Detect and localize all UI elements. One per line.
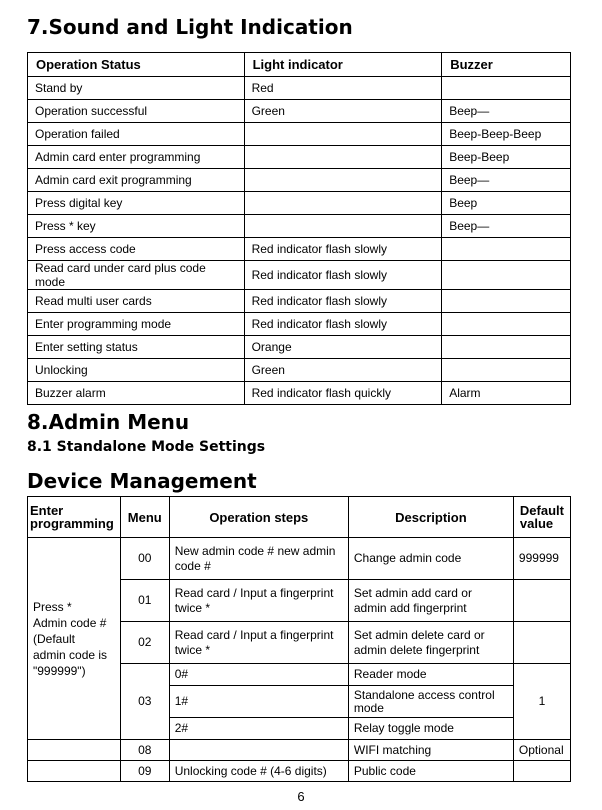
cell-steps: Read card / Input a fingerprint twice * [169, 580, 348, 622]
cell-description: Reader mode [348, 664, 513, 686]
cell-status: Enter programming mode [28, 313, 245, 336]
cell-buzzer: Beep [442, 192, 571, 215]
cell-buzzer: Alarm [442, 382, 571, 405]
cell-default: 999999 [513, 538, 570, 580]
column-header-description: Description [348, 497, 513, 538]
device-management-table [27, 496, 571, 782]
cell-light: Red indicator flash slowly [244, 290, 442, 313]
section-8-1-subtitle: 8.1 Standalone Mode Settings [27, 439, 266, 455]
header-default-line2: value [519, 516, 554, 531]
cell-description: Public code [348, 761, 513, 782]
cell-description: Standalone access control mode [348, 686, 513, 718]
cell-steps: Unlocking code # (4-6 digits) [169, 761, 348, 782]
cell-buzzer [442, 290, 571, 313]
table-row [28, 100, 571, 123]
cell-status: Operation successful [28, 100, 245, 123]
cell-light: Red indicator flash quickly [244, 382, 442, 405]
table-row [28, 192, 571, 215]
cell-enter-empty [28, 740, 121, 761]
column-header-menu: Menu [120, 497, 169, 538]
table-row [28, 290, 571, 313]
cell-status: Stand by [28, 77, 245, 100]
cell-enter-programming: Press * Admin code # (Default admin code is "999999") [28, 538, 121, 740]
device-management-title: Device Management [27, 469, 257, 493]
table-row [28, 761, 571, 782]
cell-light [244, 169, 442, 192]
cell-light [244, 146, 442, 169]
table-row [28, 77, 571, 100]
cell-steps [169, 740, 348, 761]
table-row [28, 359, 571, 382]
column-header-enter-programming [28, 497, 121, 538]
table-row [28, 336, 571, 359]
table-row [28, 169, 571, 192]
cell-menu: 00 [120, 538, 169, 580]
cell-light: Red indicator flash slowly [244, 261, 442, 290]
table-row [28, 740, 571, 761]
table-row [28, 238, 571, 261]
table-header-row [28, 497, 571, 538]
cell-menu: 08 [120, 740, 169, 761]
cell-default [513, 622, 570, 664]
cell-buzzer: Beep— [442, 169, 571, 192]
cell-default [513, 761, 570, 782]
section-8-title: 8.Admin Menu [27, 410, 190, 434]
cell-description: Set admin add card or admin add fingerprint [348, 580, 513, 622]
cell-status: Press access code [28, 238, 245, 261]
cell-status: Buzzer alarm [28, 382, 245, 405]
header-enter-line1: Enter [30, 503, 64, 518]
cell-buzzer [442, 261, 571, 290]
cell-status: Press digital key [28, 192, 245, 215]
cell-description: Set admin delete card or admin delete fingerprint [348, 622, 513, 664]
cell-light: Orange [244, 336, 442, 359]
cell-buzzer [442, 359, 571, 382]
cell-status: Read card under card plus code mode [28, 261, 245, 290]
column-header-buzzer: Buzzer [442, 53, 571, 77]
column-header-light-indicator: Light indicator [244, 53, 442, 77]
cell-menu: 01 [120, 580, 169, 622]
column-header-operation-steps: Operation steps [169, 497, 348, 538]
column-header-operation-status: Operation Status [28, 53, 245, 77]
cell-light: Green [244, 359, 442, 382]
cell-light [244, 192, 442, 215]
table-row [28, 215, 571, 238]
table-row [28, 123, 571, 146]
cell-description: Change admin code [348, 538, 513, 580]
cell-menu: 09 [120, 761, 169, 782]
cell-light: Green [244, 100, 442, 123]
cell-status: Enter setting status [28, 336, 245, 359]
cell-status: Admin card enter programming [28, 146, 245, 169]
table-row [28, 261, 571, 290]
table-row [28, 538, 571, 580]
cell-steps: Read card / Input a fingerprint twice * [169, 622, 348, 664]
cell-menu: 03 [120, 664, 169, 740]
table-row [28, 382, 571, 405]
cell-buzzer [442, 77, 571, 100]
cell-default [513, 580, 570, 622]
header-default-line1: Default [519, 503, 564, 518]
cell-buzzer: Beep— [442, 215, 571, 238]
header-enter-line2: programming [30, 516, 114, 531]
cell-buzzer [442, 336, 571, 359]
cell-steps: New admin code # new admin code # [169, 538, 348, 580]
table-row [28, 313, 571, 336]
cell-buzzer: Beep-Beep [442, 146, 571, 169]
table-row [28, 146, 571, 169]
cell-menu: 02 [120, 622, 169, 664]
cell-status: Admin card exit programming [28, 169, 245, 192]
cell-light: Red [244, 77, 442, 100]
cell-steps: 2# [169, 718, 348, 740]
cell-default: 1 [513, 664, 570, 740]
cell-status: Operation failed [28, 123, 245, 146]
cell-buzzer: Beep— [442, 100, 571, 123]
cell-buzzer: Beep-Beep-Beep [442, 123, 571, 146]
column-header-default-value [513, 497, 570, 538]
section-7-title: 7.Sound and Light Indication [27, 15, 353, 39]
cell-light: Red indicator flash slowly [244, 238, 442, 261]
cell-steps: 1# [169, 686, 348, 718]
cell-status: Press * key [28, 215, 245, 238]
cell-buzzer [442, 313, 571, 336]
cell-steps: 0# [169, 664, 348, 686]
cell-status: Unlocking [28, 359, 245, 382]
cell-default: Optional [513, 740, 570, 761]
cell-light: Red indicator flash slowly [244, 313, 442, 336]
cell-enter-empty [28, 761, 121, 782]
cell-description: Relay toggle mode [348, 718, 513, 740]
sound-light-table [27, 52, 571, 405]
cell-light [244, 215, 442, 238]
cell-status: Read multi user cards [28, 290, 245, 313]
page-number: 6 [297, 789, 305, 804]
cell-buzzer [442, 238, 571, 261]
table-header-row [28, 53, 571, 77]
cell-description: WIFI matching [348, 740, 513, 761]
cell-light [244, 123, 442, 146]
